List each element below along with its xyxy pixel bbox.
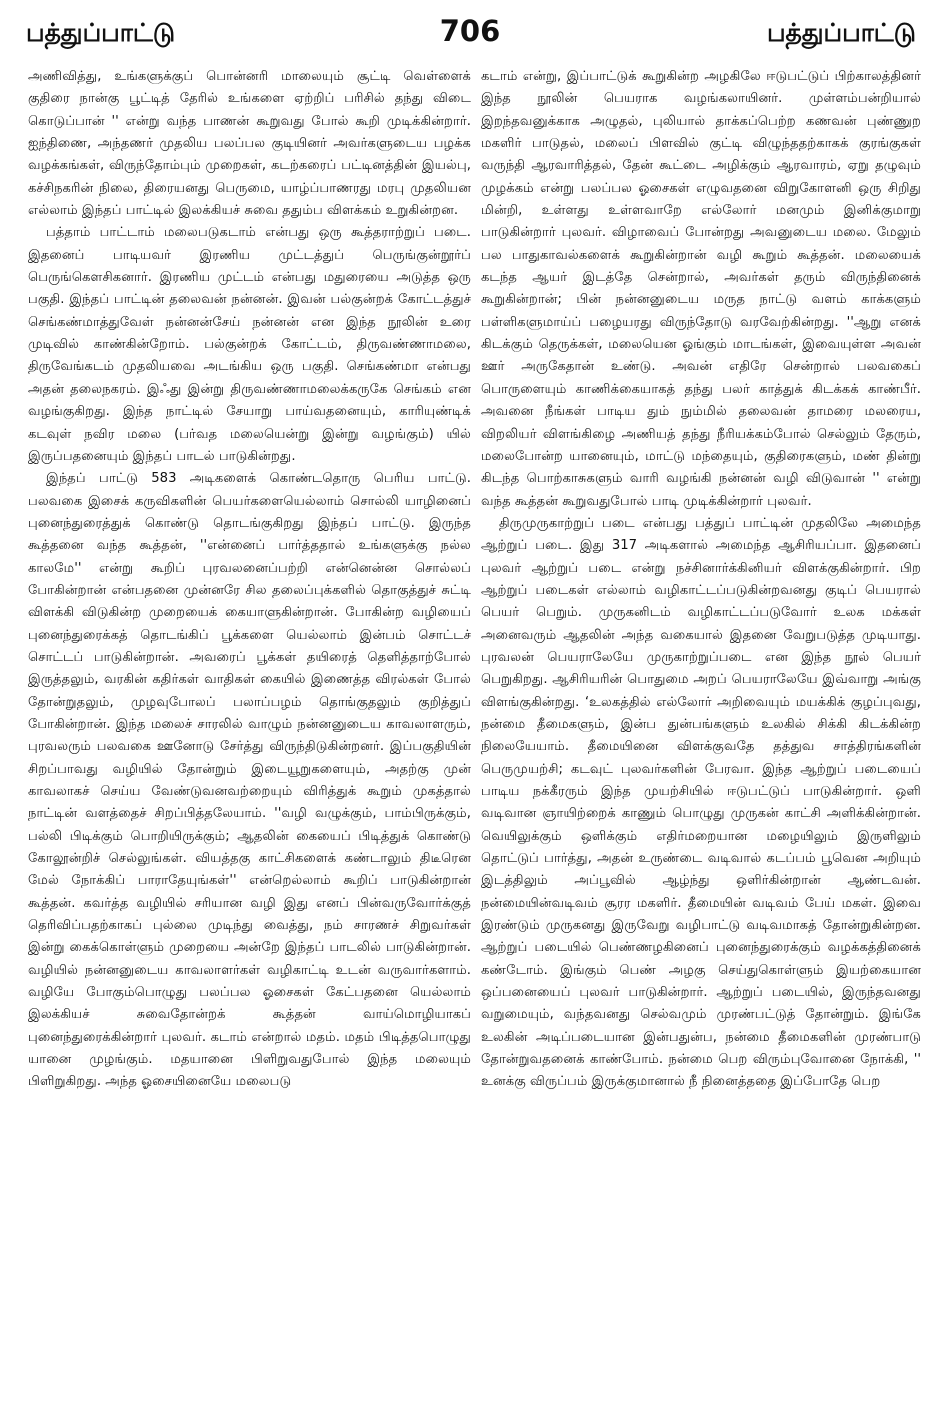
left-text-column	[28, 66, 471, 1414]
left-paragraph-2: பத்தாம் பாட்டாம் மலைபடுகடாம் என்பது ஒரு கூத்தராற்றுப் படை. இதனைப் பாடியவர் இரணிய முட்டத்துப் பெருங்குன்றூர்ப் பெருங்கௌசிகனார். இரணிய முட்டம் என்பது மதுரையை அடுத்த ஒரு பகுதி. இந்தப் பாட்டின் தலைவன் நன்னன். இவன் பல்குன்றக் கோட்டத்துச் செங்கண்மாத்துவேள் நன்னன்சேய் நன்னன் என இந்த நூலின் உரை முடிவில் காண்கின்றோம். பல்குன்றக் கோட்டம், திருவண்ணாமலை, திருவேங்கடம் முதலியவை அடங்கிய ஒரு பகுதி. செங்கண்மா என்பது அதன் தலைநகரம். இஃது இன்று திருவண்ணாமலைக்கருகே செங்கம் என வழங்குகிறது. இந்த நாட்டில் சேயாறு பாய்வதனையும், காரியுண்டிக் கடவுள் நவிர மலை (பர்வத மலையென்று இன்று வழங்கும்) யில் இருப்பதனையும் இந்தப் பாடல் பாடுகின்றது.	[28, 225, 471, 464]
right-paragraph-1: கடாம் என்று, இப்பாட்டுக் கூறுகின்ற அழகிலே ஈடுபட்டுப் பிற்காலத்தினர் இந்த நூலின் பெயராக வழங்கலாயினர். முள்ளம்பன்றியால் இறந்தவனுக்காக அழுதல், புலியால் தாக்கப்பெற்ற கணவன் புண்ணுற மகளிர் பாடுதல், மலைப் பிளவில் குட்டி விழுந்ததற்காகக் குரங்குகள் வருந்தி ஆரவாரித்தல், தேன் கூட்டை அழிக்கும் ஆரவாரம், ஏறு தழுவும் முழக்கம் என்று பலப்பல ஓசைகள் எழுவதனை விறுகோளனி ஒரு சிறிது மின்றி, உள்ளது உள்ளவாறே எல்லோர் மனமும் இனிக்குமாறு பாடுகின்றார் புலவர். விழாவைப் போன்றது அவனுடைய மலை. மேலும் பல பாதுகாவல்களைக் கூறுகின்றான் வழி கூறும் கூத்தன். மலையைக் கடந்த ஆயர் இடத்தே சென்றால், அவர்கள் தரும் விருந்தினைக் கூறுகின்றான்; பின் நன்னனுடைய மருத நாட்டு வளம் காக்களும் பள்ளிகளுமாய்ப் பழையரது விருந்தோடு வரவேற்கின்றது. ''ஆறு எனக் கிடக்கும் தெருக்கள், மலையென ஓங்கும் மாடங்கள், இவையுள்ள அவன் ஊர் அருகேதான் உண்டு. அவன் எதிரே சென்றால் பலவகைப் பொருளையும் காணிக்கையாகத் தந்து பலர் காத்துக் கிடக்கக் காண்பீர். அவனை நீங்கள் பாடிய தும் நும்மில் தலைவன் தாமரை மலரைய, விறலியர் விளங்கிழை அணியத் தந்து நீரியக்கம்போல் செல்லும் தேரும், மலைபோன்ற யானையும், மாட்டு மந்தையும், குதிரைகளும், மண் தின்று கிடந்த பொற்காசுகளும் வாரி வழங்கி நன்னன் வழி விடுவான் '' என்று வந்த கூத்தன் கூறுவதுபோல் பாடி முடிக்கின்றார் புலவர்.	[481, 69, 921, 509]
right-text-column	[481, 66, 921, 1414]
left-paragraph-1: அணிவித்து, உங்களுக்குப் பொன்னரி மாலையும் சூட்டி வெள்ளைக் குதிரை நான்கு பூட்டித் தேரில் உங்களை ஏற்றிப் பரிசில் தந்து விடை கொடுப்பான் '' என்று வந்த பாணன் கூறுவது போல் கூறி முடிக்கின்றார். ஐந்திணை, அந்தணர் முதலிய பலப்பல குடியினர் அவர்களுடைய பழக்க வழக்கங்கள், விருந்தோம்பும் முறைகள், கடற்கரைப் பட்டினத்தின் இயல்பு, கச்சிநகரின் நிலை, திரையனது பெருமை, யாழ்ப்பாணரது மரபு முதலியன எல்லாம் இந்தப் பாட்டில் இலக்கியச் சுவை ததும்ப விளக்கம் உறுகின்றன.	[28, 69, 471, 219]
right-paragraph-2: திருமுருகாற்றுப் படை என்பது பத்துப் பாட்டின் முதலிலே அமைந்த ஆற்றுப் படை. இது 317 அடிகளால் அமைந்த ஆசிரியப்பா. இதனைப் புலவர் ஆற்றுப் படை என்று நச்சினார்க்கினியர் விளக்குகின்றார். பிற ஆற்றுப் படைகள் எல்லாம் வழிகாட்டப்படுகின்றவனது குடிப் பெயரால் பெயர் பெறும். முருகனிடம் வழிகாட்டப்படுவோர் உலக மக்கள் அனைவரும் ஆதலின் அந்த வகையால் இதனை வேறுபடுத்த முடியாது. புரவலன் பெயராலேயே முருகாற்றுப்படை என இந்த நூல் பெயர் பெறுகிறது. ஆசிரியரின் பொதுமை அறப் பெயராலேயே இவ்வாறு அங்கு விளங்குகின்றது. ‘உலகத்தில் எல்லோர் அறிவையும் மயக்கிக் குழப்புவது, நன்மை தீமைகளும், இன்ப துன்பங்களும் உலகில் சிக்கி கிடக்கின்ற நிலையேயாம். தீமையினை விளக்குவதே தத்துவ சாத்திரங்களின் பெருமுயற்சி; கடவுட் புலவர்களின் பேரவா. இந்த ஆற்றுப் படையைப் பாடிய நக்கீரரும் இந்த முயற்சியில் ஈடுபட்டுப் பாடுகின்றார். ஒளி வடிவான ஞாயிற்றைக் காணும் பொழுது முருகன் காட்சி அளிக்கின்றான். வெயிலுக்கும் ஒளிக்கும் எதிர்மறையான மழையிலும் இருளிலும் தொட்டுப் பார்த்து, அதன் உருண்டை வடிவால் கடப்பம் பூவென அறியும் இடத்திலும் அப்பூவில் ஆழ்ந்து ஒளிர்கின்றான் ஆண்டவன். நன்மையின்வடிவம் சூரர மகளிர். தீமையின் வடிவம் பேய் மகள். இவை இரண்டும் முருகனது இருவேறு வழிபாட்டு வடிவமாகத் தோன்றுகின்றன. ஆற்றுப் படையில் பெண்ணழகினைப் புனைந்துரைக்கும் வழக்கத்தினைக் கண்டோம். இங்கும் பெண் அழகு செய்துகொள்ளும் இயற்கையான ஒப்பனையைப் புலவர் பாடுகின்றார். ஆற்றுப் படையில், இருந்தவனது வறுமையும், வந்தவனது செல்வமும் முரண்பட்டுத் தோன்றும். இங்கே உலகின் அடிப்படையான இன்பதுன்ப, நன்மை தீமைகளின் முரண்பாடு தோன்றுவதனைக் காண்போம். நன்மை பெற விரும்புவோனை நோக்கி, '' உனக்கு விருப்பம் இருக்குமானால் நீ நினைத்ததை இப்போதே பெற	[481, 515, 921, 1090]
page-header	[0, 0, 940, 62]
running-title-left: பத்துப்பாட்டு	[26, 18, 176, 47]
left-paragraph-3: இந்தப் பாட்டு 583 அடிகளைக் கொண்டதொரு பெரிய பாட்டு. பலவகை இசைக் கருவிகளின் பெயர்களையெல்லாம் சொல்லி யாழினைப் புனைந்துரைத்துக் கொண்டு தொடங்குகிறது இந்தப் பாட்டு. இருந்த கூத்தனை வந்த கூத்தன், ''என்னைப் பார்த்ததால் உங்களுக்கு நல்ல காலமே'' என்று கூறிப் புரவலனைப்பற்றி என்னென்ன சொல்லப் போகின்றான் என்பதனை முன்னரே சில தலைப்புக்களில் தொகுத்துச் சுட்டி விளக்கி விடுகின்ற முறையைக் கையாளுகின்றான். போகின்ற வழியைப் புனைந்துரைக்கத் தொடங்கிப் பூக்களை யெல்லாம் இன்பம் சொட்டச் சொட்டப் பாடுகின்றான். அவரைப் பூக்கள் தயிரைத் தெளித்தாற்போல் இருத்தலும், வரகின் கதிர்கள் வாதிகள் கையில் இணைத்த விரல்கள் போல் தோன்றுதலும், முழவுபோலப் பலாப்பழம் தொங்குதலும் குறித்துப் போகின்றான். இந்த மலைச் சாரலில் வாழும் நன்னனுடைய காவலாளரும், புரவலரும் பலவகை ஊனோடு சேர்த்து விருந்திடுகின்றனர். இப்பகுதியின் சிறப்பாவது வழியில் தோன்றும் இடையூறுகளையும், அதற்கு முன் காவலாகச் செய்ய வேண்டுவனவற்றையும் விரித்துக் கூறும் முகத்தால் நாட்டின் வளத்தைச் சிறப்பித்தலேயாம். ''வழி வழுக்கும், பாம்பிருக்கும், பல்லி பிடிக்கும் பொறியிருக்கும்; ஆதலின் கையைப் பிடித்துக் கொண்டு கோலூன்றிச் செல்லுங்கள். வியத்தகு காட்சிகளைக் கண்டாலும் திடீரென மேல் நோக்கிப் பாராதேயுங்கள்'' என்றெல்லாம் கூறிப் பாடுகின்றான் கூத்தன். கவர்த்த வழியில் சரியான வழி இது எனப் பின்வருவோர்க்குத் தெரிவிப்பதற்காகப் புல்லை முடிந்து வைத்து, நம் சாரணச் சிறுவர்கள் இன்று கைக்கொள்ளும் முறையை அன்றே இந்தப் பாடலில் பாடுகின்றான். வழியில் நன்னனுடைய காவலாளர்கள் வழிகாட்டி உடன் வருவார்களாம். வழியே போகும்பொழுது பலப்பல ஓசைகள் கேட்பதனை யெல்லாம் இலக்கியச் சுவைதோன்றக் கூத்தன் வாய்மொழியாகப் புனைந்துரைக்கின்றார் புலவர். கடாம் என்றால் மதம். மதம் பிடித்தபொழுது யானை முழங்கும். மதயானை பிளிறுவதுபோல் இந்த மலையும் பிளிறுகிறது. அந்த ஓசையினையே மலைபடு	[28, 471, 471, 1090]
running-title-right: பத்துப்பாட்டு	[766, 18, 916, 47]
page-number: 706	[439, 14, 501, 48]
